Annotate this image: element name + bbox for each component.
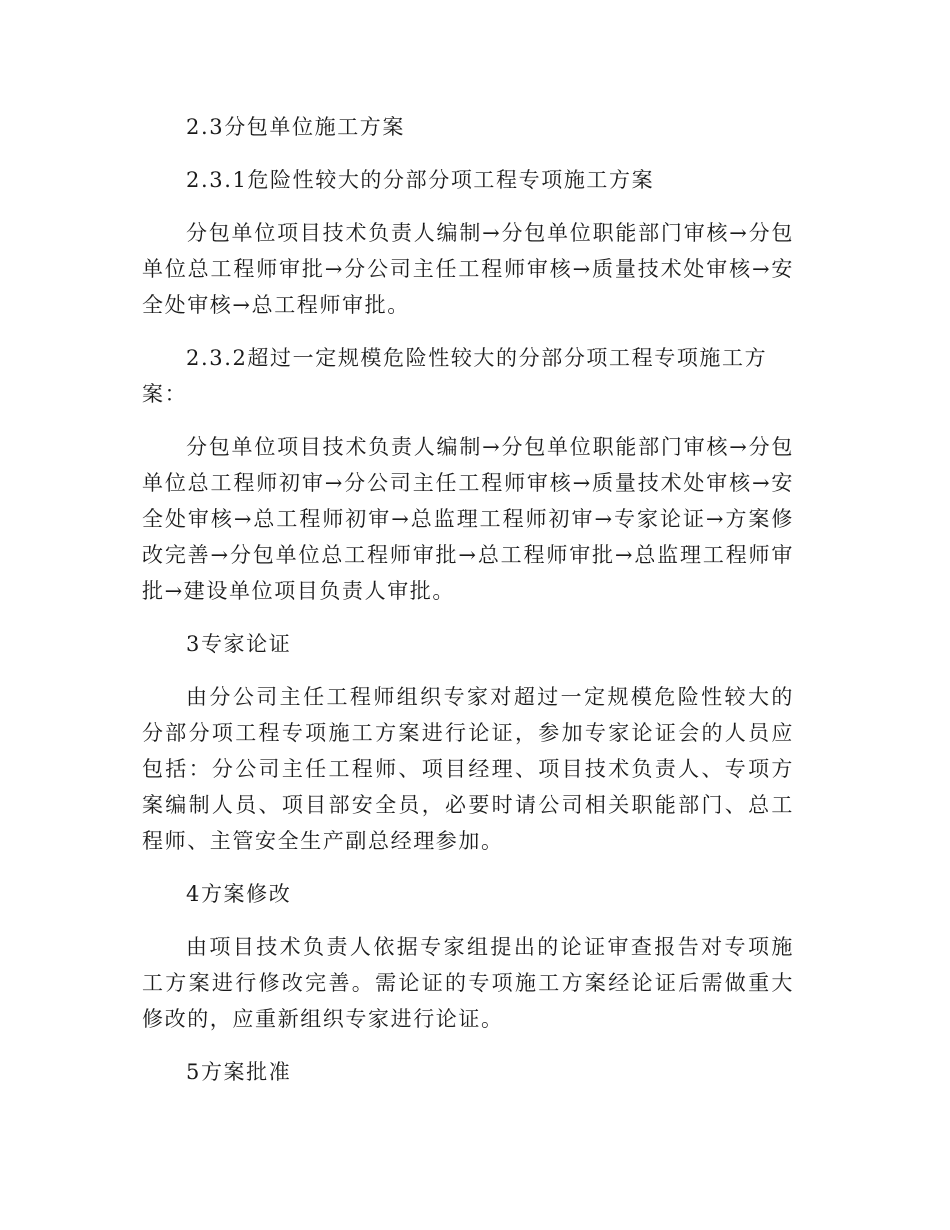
paragraph-expert-review: 由分公司主任工程师组织专家对超过一定规模危险性较大的分部分项工程专项施工方案进行论证，参加专家论证会的人员应包括：分公司主任工程师、项目经理、项目技术负责人、专项方案编制人员、项目部安全员，必要时请公司相关职能部门、总工程师、主管安全生产副总经理参加。 (142, 685, 794, 853)
section-heading-4: 4方案修改 (186, 882, 292, 906)
paragraph-approval-flow-2: 分包单位项目技术负责人编制→分包单位职能部门审核→分包单位总工程师初审→分公司主任工程师审核→质量技术处审核→安全处审核→总工程师初审→总监理工程师初审→专家论证→方案修改完善→分包单位总工程师审批→总工程师审批→总监理工程师审批→建设单位项目负责人审批。 (142, 435, 794, 603)
section-heading-2-3-2: 2.3.2超过一定规模危险性较大的分部分项工程专项施工方案： (142, 346, 768, 406)
paragraph-plan-revision: 由项目技术负责人依据专家组提出的论证审查报告对专项施工方案进行修改完善。需论证的专项施工方案经论证后需做重大修改的，应重新组织专家进行论证。 (142, 935, 794, 1031)
section-heading-3: 3专家论证 (186, 632, 292, 656)
document-body (142, 109, 794, 1107)
paragraph-approval-flow-1: 分包单位项目技术负责人编制→分包单位职能部门审核→分包单位总工程师审批→分公司主任工程师审核→质量技术处审核→安全处审核→总工程师审批。 (142, 221, 794, 317)
section-heading-5: 5方案批准 (186, 1060, 292, 1084)
section-heading-2-3-1: 2.3.1危险性较大的分部分项工程专项施工方案 (186, 168, 655, 192)
section-heading-2-3: 2.3分包单位施工方案 (186, 115, 405, 139)
